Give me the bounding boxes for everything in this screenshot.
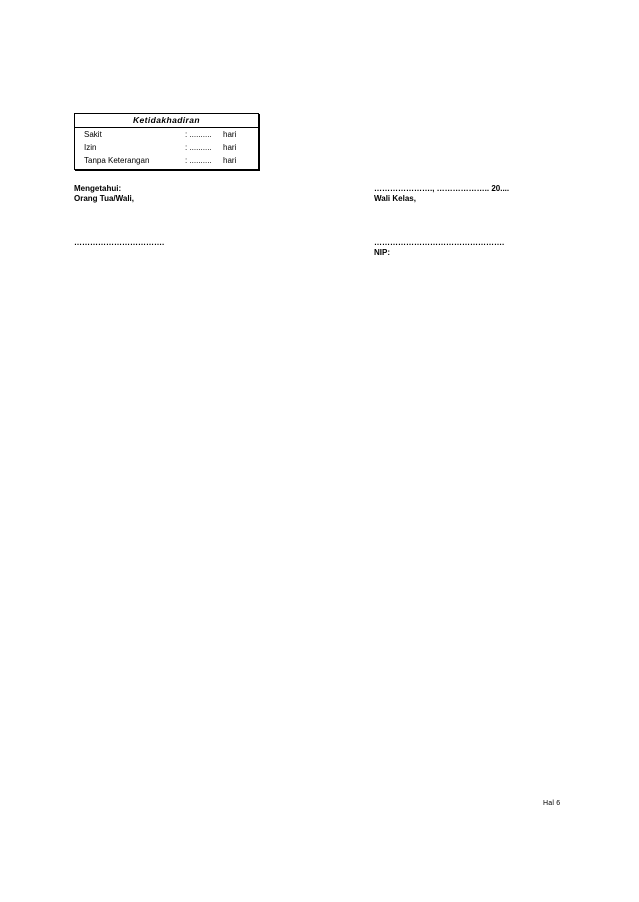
- attendance-label: Izin: [84, 143, 97, 152]
- attendance-unit: hari: [223, 156, 237, 165]
- attendance-row-sakit: [75, 128, 258, 141]
- attendance-title: Ketidakhadiran: [75, 114, 258, 128]
- attendance-box: [74, 113, 259, 170]
- attendance-unit: hari: [223, 143, 237, 152]
- parent-role: Orang Tua/Wali,: [74, 194, 135, 203]
- place-date-line: …………………., ……………….. 20....: [374, 184, 510, 193]
- attendance-value: : ..........: [185, 156, 212, 165]
- teacher-role: Wali Kelas,: [374, 194, 416, 203]
- attendance-row-tanpa-keterangan: [75, 154, 258, 167]
- attendance-unit: hari: [223, 130, 237, 139]
- attendance-label: Sakit: [84, 130, 102, 139]
- attendance-row-izin: [75, 141, 258, 154]
- teacher-name-line: ………………………………………….: [374, 238, 505, 247]
- page-number: Hal 6: [543, 800, 561, 807]
- attendance-value: : ..........: [185, 130, 212, 139]
- attendance-value: : ..........: [185, 143, 212, 152]
- attendance-label: Tanpa Keterangan: [84, 156, 150, 165]
- nip-label: NIP:: [374, 248, 390, 257]
- parent-name-line: …………………………….: [74, 238, 165, 247]
- parent-heading: Mengetahui:: [74, 184, 122, 193]
